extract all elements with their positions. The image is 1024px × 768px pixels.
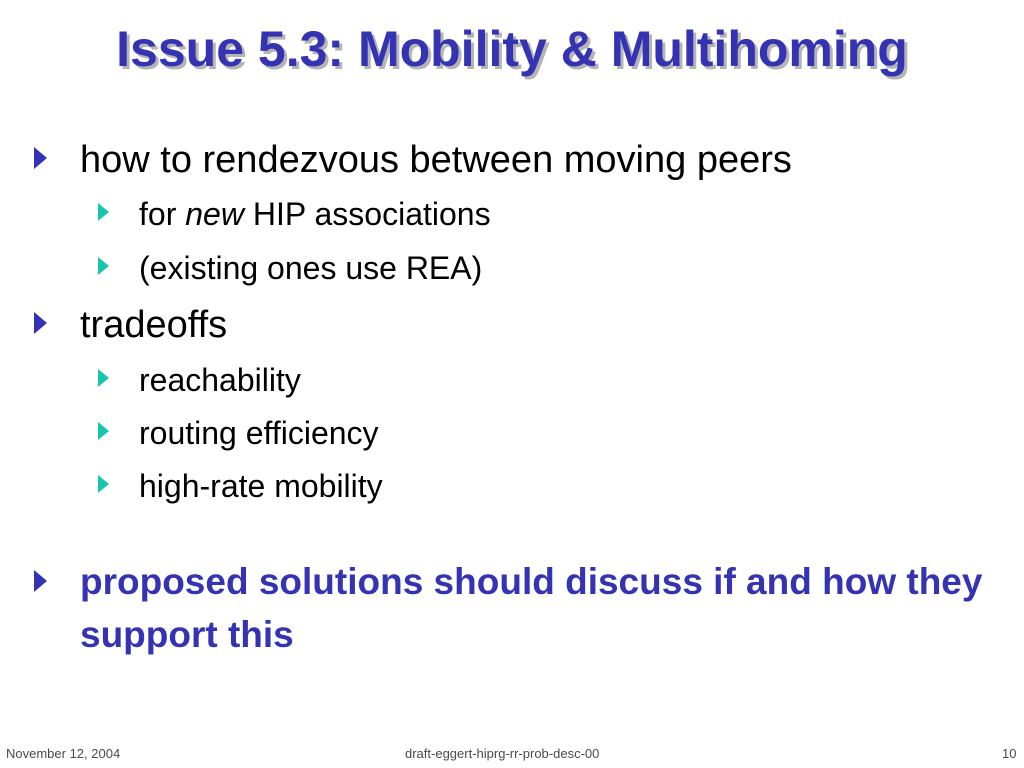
subbullet-existing <box>98 250 482 286</box>
subbullet-text-prefix: for <box>139 196 186 232</box>
footer-date: November 12, 2004 <box>6 746 121 761</box>
subbullet-reachability <box>98 362 301 398</box>
subbullet-highrate <box>98 468 383 504</box>
bullet-text: tradeoffs <box>80 304 228 346</box>
triangle-bullet-icon <box>34 570 47 592</box>
slide-title: Issue 5.3: Mobility & Multihoming <box>116 21 908 77</box>
footer-page-number: 10 <box>1002 746 1017 761</box>
subbullet-text: reachability <box>139 362 301 398</box>
subbullet-text-emphasis: new <box>185 196 244 232</box>
bullet-tradeoffs <box>34 303 227 347</box>
subbullet-text: high-rate mobility <box>139 468 383 504</box>
subbullet-text-suffix: HIP associations <box>243 196 491 232</box>
triangle-subbullet-icon <box>98 203 109 221</box>
bullet-proposed <box>34 555 1000 661</box>
triangle-subbullet-icon <box>98 422 109 440</box>
subbullet-routing <box>98 415 379 451</box>
triangle-subbullet-icon <box>98 257 109 275</box>
bullet-text: how to rendezvous between moving peers <box>80 139 792 181</box>
subbullet-text: (existing ones use REA) <box>139 250 483 286</box>
triangle-subbullet-icon <box>98 475 109 493</box>
triangle-bullet-icon <box>34 312 47 334</box>
bullet-text-emphasis: proposed solutions should discuss if and how they support this <box>80 561 983 655</box>
subbullet-text <box>139 196 491 232</box>
subbullet-new-associations <box>98 196 491 232</box>
bullet-rendezvous <box>34 138 792 182</box>
triangle-subbullet-icon <box>98 369 109 387</box>
footer-draft: draft-eggert-hiprg-rr-prob-desc-00 <box>405 746 600 761</box>
triangle-bullet-icon <box>34 147 47 169</box>
subbullet-text: routing efficiency <box>139 415 379 451</box>
